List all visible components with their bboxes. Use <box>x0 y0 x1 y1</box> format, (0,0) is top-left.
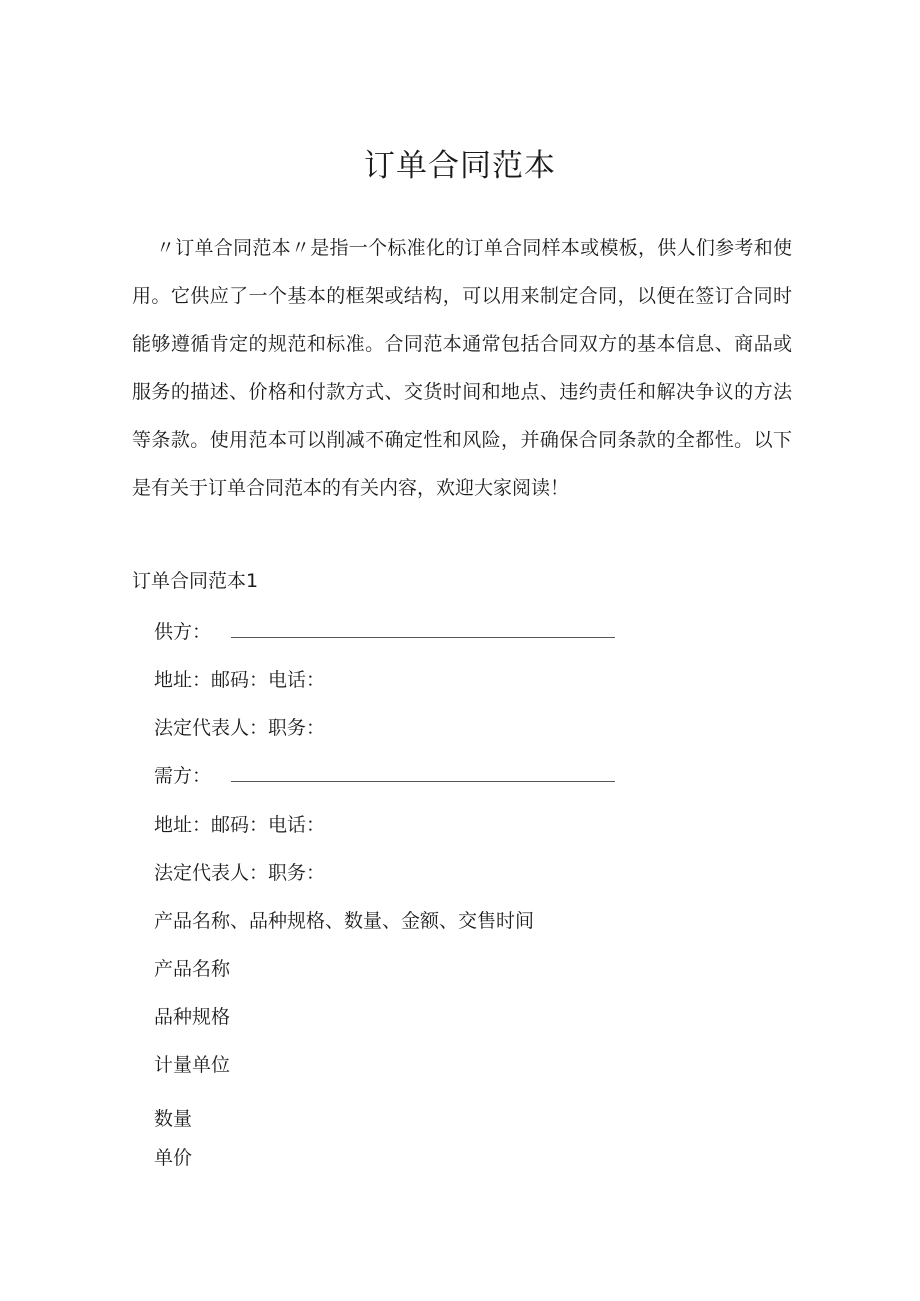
quantity-label: 数量 <box>154 1108 193 1130</box>
buyer-field <box>154 761 615 788</box>
document-title: 订单合同范本 <box>364 148 556 184</box>
product-spec-label: 品种规格 <box>154 1006 231 1028</box>
buyer-contact: 地址：邮码：电话： <box>154 814 326 836</box>
buyer-blank-line <box>231 763 615 782</box>
supplier-blank-line <box>231 619 615 638</box>
supplier-contact: 地址：邮码：电话： <box>154 669 326 691</box>
unit-price-label: 单价 <box>154 1147 193 1169</box>
unit-label: 计量单位 <box>154 1054 231 1076</box>
section-heading: 订单合同范本1 <box>132 570 259 592</box>
supplier-field <box>154 617 615 644</box>
product-header: 产品名称、品种规格、数量、金额、交售时间 <box>154 910 535 932</box>
supplier-representative: 法定代表人：职务： <box>154 717 326 739</box>
buyer-representative: 法定代表人：职务： <box>154 862 326 884</box>
buyer-label: 需方： <box>154 765 212 787</box>
intro-paragraph: 〃订单合同范本〃是指一个标准化的订单合同样本或模板，供人们参考和使用。它供应了一个基本的框架或结构，可以用来制定合同，以便在签订合同时能够遵循肯定的规范和标准。合同范本通常包括合同双方的基本信息、商品或服务的描述、价格和付款方式、交货时间和地点、违约责任和解决争议的方法等条款。使用范本可以削减不确定性和风险，并确保合同条款的全都性。以下是有关于订单合同范本的有关内容，欢迎大家阅读！ <box>132 237 792 499</box>
supplier-label: 供方： <box>154 621 212 643</box>
product-name-label: 产品名称 <box>154 958 231 980</box>
